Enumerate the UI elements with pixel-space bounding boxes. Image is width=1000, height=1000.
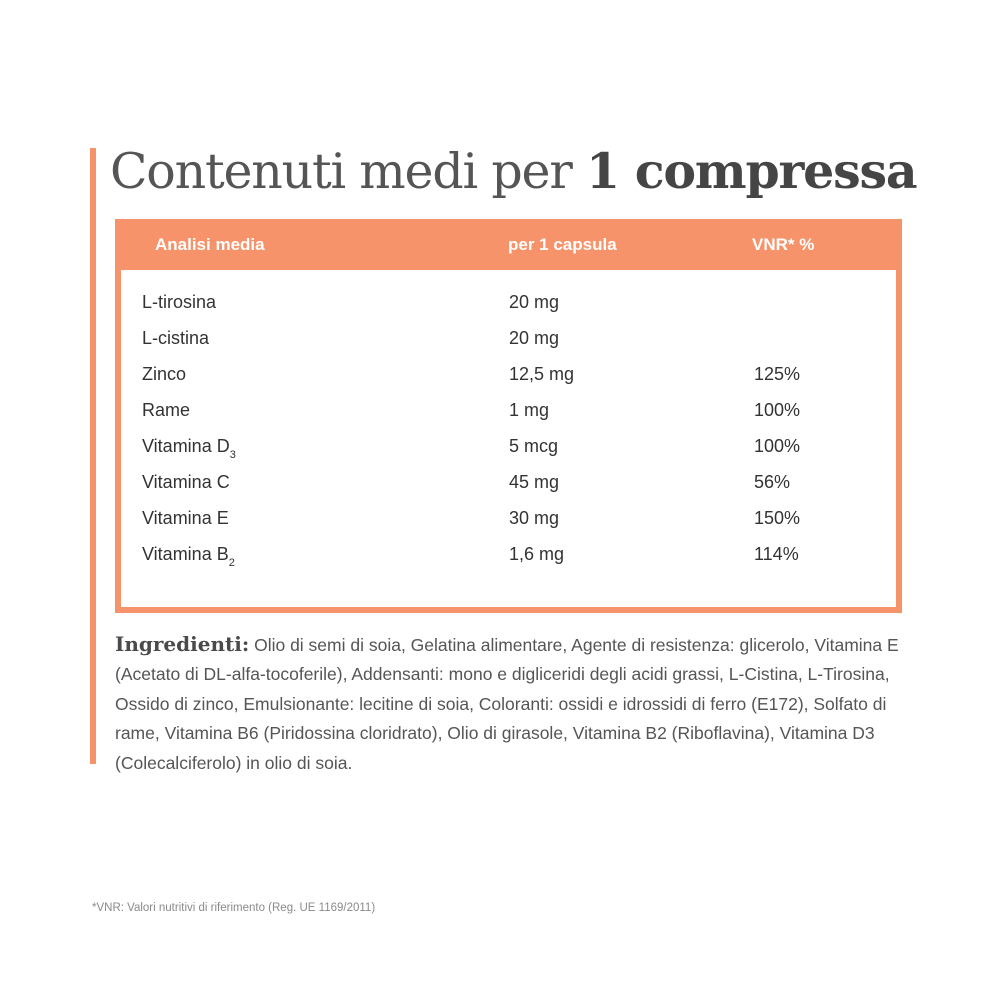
nutrient-amount: 12,5 mg xyxy=(509,364,575,384)
ingredients-list: Olio di semi di soia, Gelatina alimentare, Agente di resistenza: glicerolo, Vitamina E (Acetato di DL-alfa-tocoferile), Addensanti: mono e digliceridi degli acidi grassi, L-Cistina, L-Tirosina, Ossido di zinco, Emulsionante: lecitine di soia, Coloranti: ossidi e idrossidi di ferro (E172), Solfato di rame, Vitamina B6 (Piridossina cloridrato), Olio di girasole, Vitamina B2 (Riboflavina), Vitamina D3 (Colecalciferolo) in olio di soia. xyxy=(115,635,899,773)
nutrient-subscript: 3 xyxy=(229,449,236,461)
table-rows xyxy=(121,289,896,577)
nutrient-vnr: 56% xyxy=(754,472,791,492)
nutrient-amount: 5 mcg xyxy=(509,436,559,456)
nutrient-vnr: 150% xyxy=(754,508,801,528)
table-row xyxy=(121,433,896,469)
nutrient-name: L-tirosina xyxy=(142,292,217,312)
table-row xyxy=(121,289,896,325)
header-per-capsule: per 1 capsula xyxy=(508,235,617,254)
nutrient-vnr: 100% xyxy=(754,400,801,420)
nutrient-name: Zinco xyxy=(142,364,187,384)
nutrient-amount: 45 mg xyxy=(509,472,560,492)
nutrient-amount: 20 mg xyxy=(509,328,560,348)
nutrient-amount: 30 mg xyxy=(509,508,560,528)
table-row xyxy=(121,505,896,541)
nutrient-amount: 20 mg xyxy=(509,292,560,312)
title-normal: Contenuti medi per xyxy=(110,143,586,200)
nutrient-name: Vitamina C xyxy=(142,472,230,492)
nutrient-name: Vitamina $B_2$ xyxy=(142,544,235,569)
ingredients-text xyxy=(115,630,915,778)
table-row xyxy=(121,469,896,505)
table-row xyxy=(121,541,896,577)
nutrition-table xyxy=(115,219,902,613)
table-row xyxy=(121,397,896,433)
nutrient-name: Rame xyxy=(142,400,191,420)
title-bold: 1 compressa xyxy=(585,142,917,200)
nutrient-vnr: 100% xyxy=(754,436,801,456)
vnr-footnote: *VNR: Valori nutritivi di riferimento (Reg. UE 1169/2011) xyxy=(92,902,376,914)
nutrient-vnr: 114% xyxy=(754,544,799,564)
nutrient-subscript: 2 xyxy=(228,557,235,569)
header-vnr: VNR* % xyxy=(752,235,815,254)
accent-bar xyxy=(90,148,96,764)
nutrient-name: Vitamina $D_3$ xyxy=(142,436,236,461)
page-title xyxy=(110,138,916,205)
nutrient-name: L-cistina xyxy=(142,328,210,348)
nutrient-amount: 1,6 mg xyxy=(509,544,565,564)
ingredients-label: Ingredienti: xyxy=(115,632,250,656)
nutrient-name: Vitamina E xyxy=(142,508,229,528)
nutrient-amount: 1 mg xyxy=(509,400,550,420)
table-row xyxy=(121,361,896,397)
table-header xyxy=(121,219,896,270)
nutrient-vnr: 125% xyxy=(754,364,801,384)
header-analysis: Analisi media xyxy=(155,235,265,254)
table-row xyxy=(121,325,896,361)
